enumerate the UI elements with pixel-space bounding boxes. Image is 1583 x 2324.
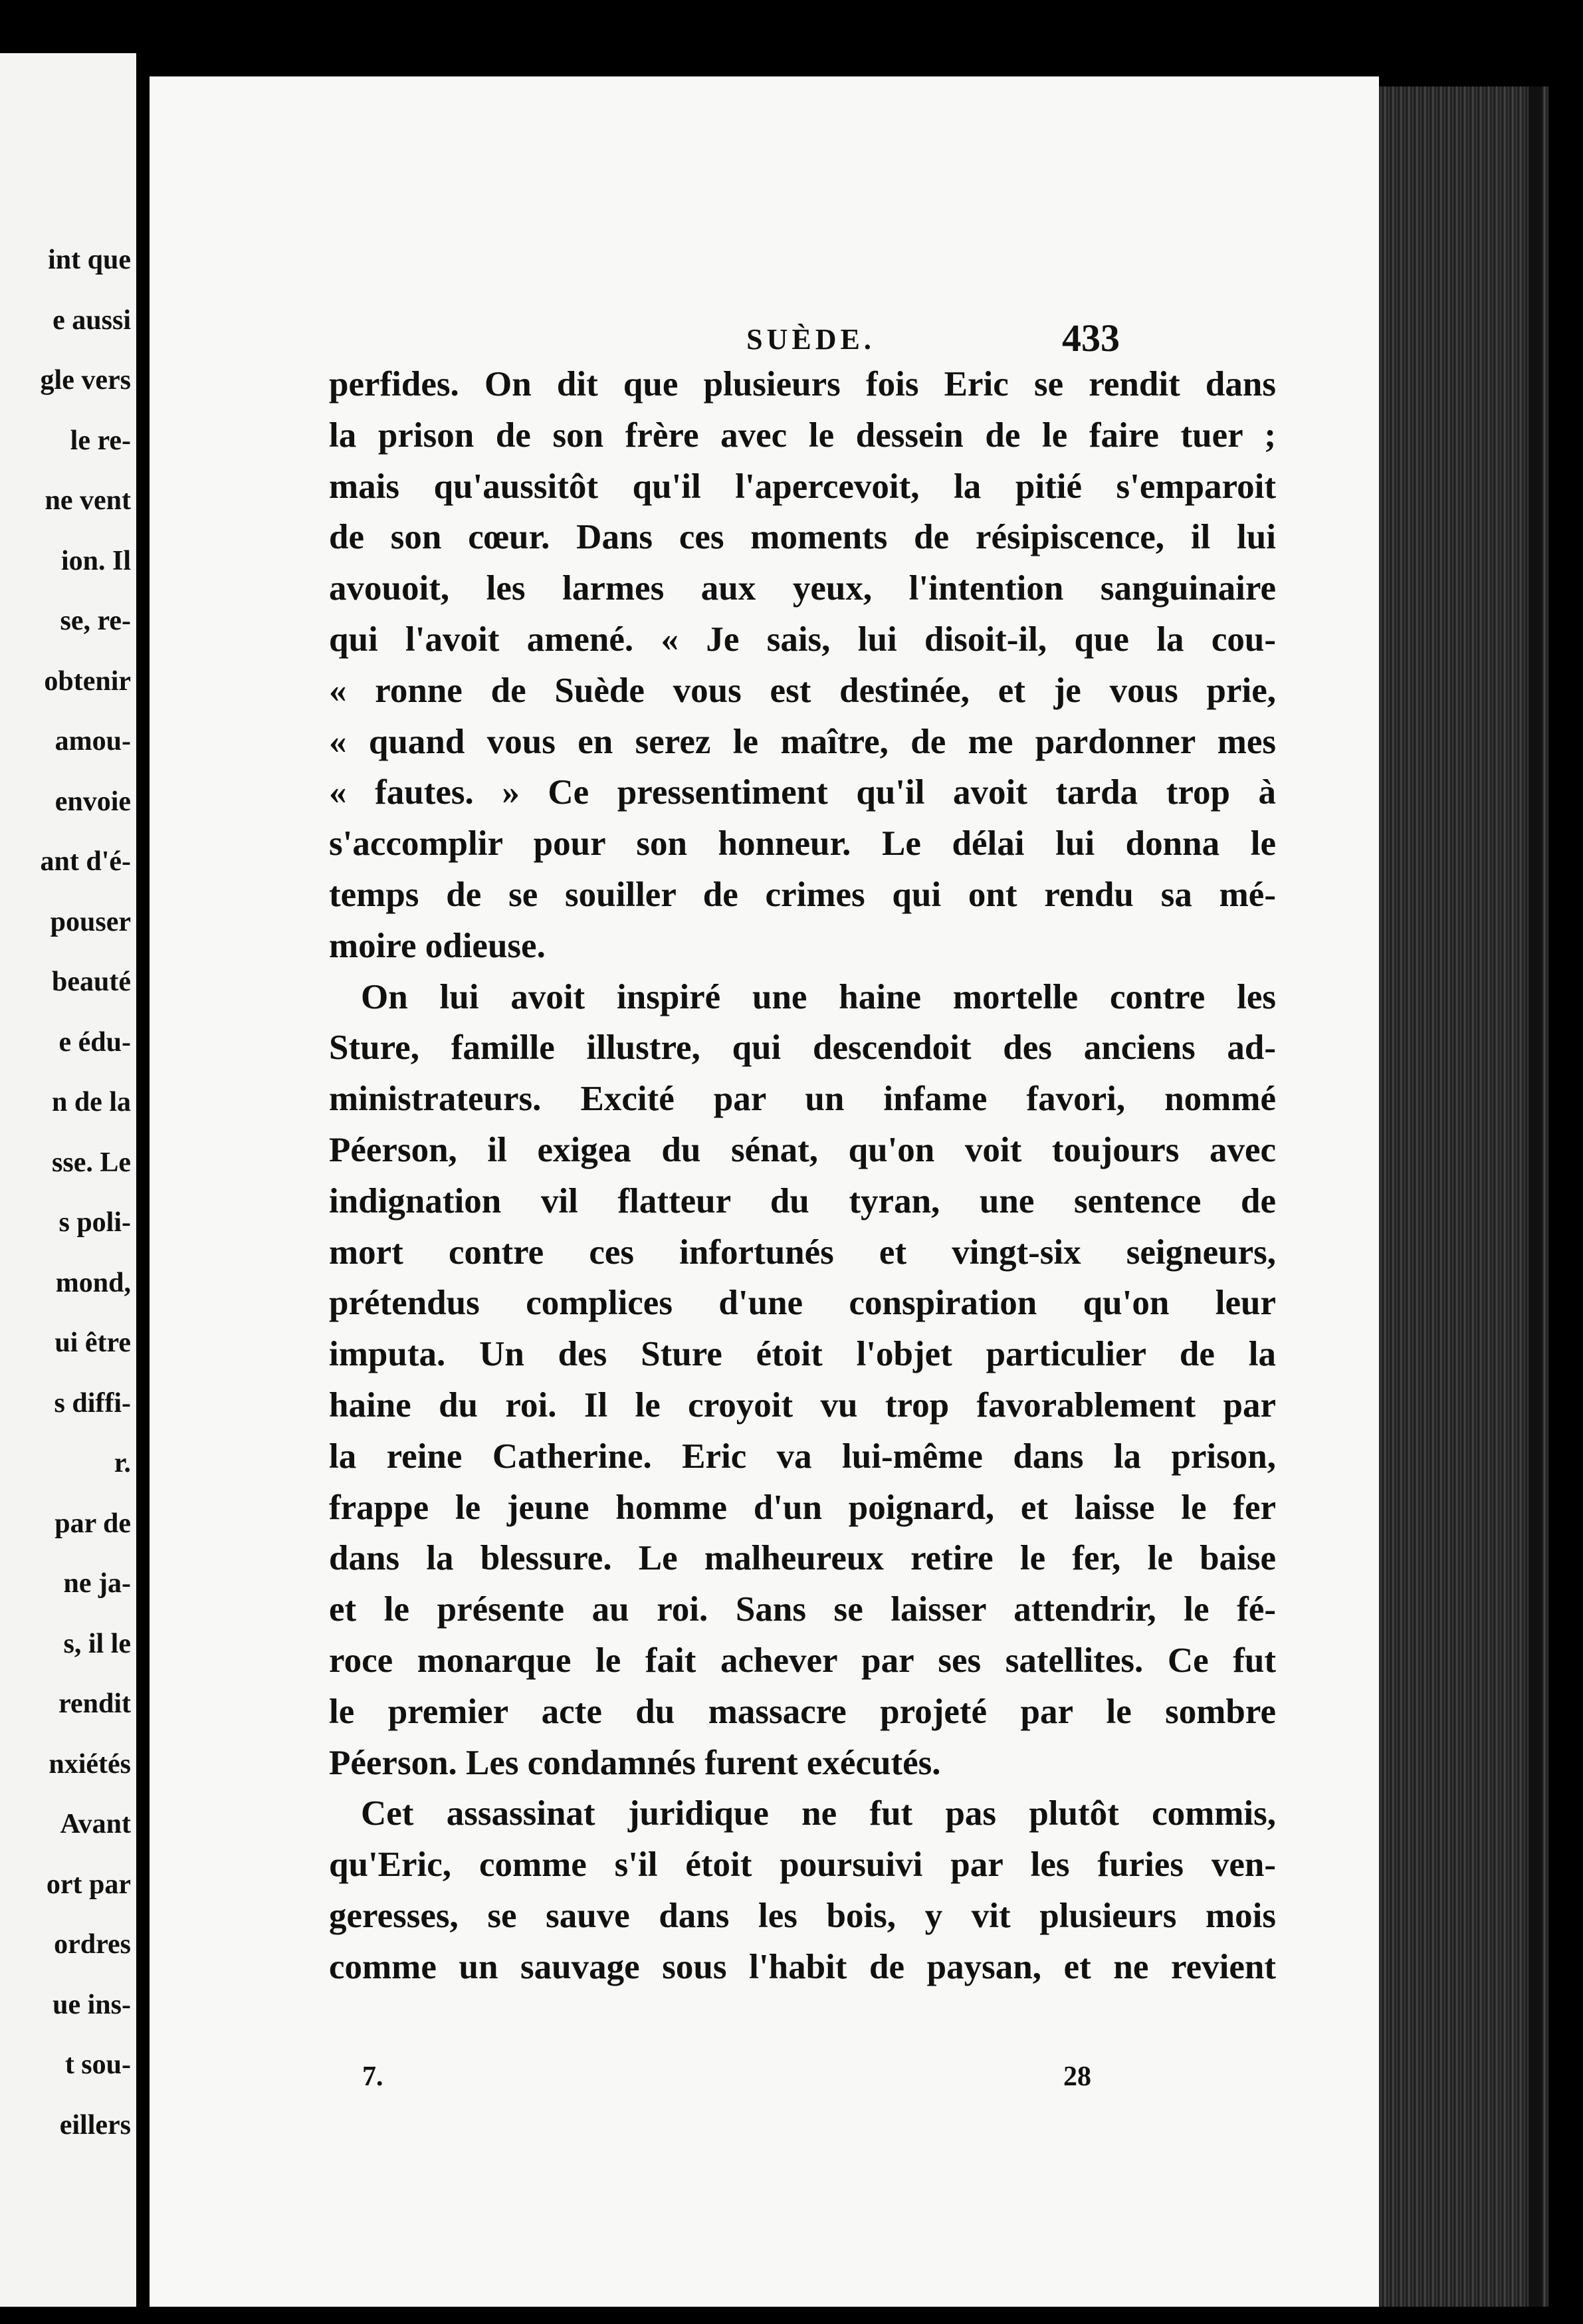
facing-page-line: int que: [48, 245, 131, 275]
facing-page-fragment: [0, 53, 136, 2307]
text-line: mort contre ces infortunés et vingt-six seigneurs,: [329, 1232, 1276, 1272]
facing-page-line: t sou-: [64, 2049, 131, 2080]
facing-page-line: beauté: [52, 967, 131, 997]
facing-page-line: le re-: [70, 425, 131, 456]
text-line: la reine Catherine. Eric va lui-même dans la prison,: [329, 1437, 1276, 1476]
page-number: 433: [1062, 316, 1120, 360]
facing-page-line: ort par: [46, 1869, 131, 1900]
text-line: qui l'avoit amené. « Je sais, lui disoit-il, que la cou-: [329, 620, 1276, 659]
facing-page-line: ne ja-: [63, 1568, 131, 1599]
body-text: [329, 359, 1276, 1993]
text-line: haine du roi. Il le croyoit vu trop favorablement par: [329, 1385, 1276, 1425]
facing-page-line: ion. Il: [60, 545, 131, 576]
text-line: frappe le jeune homme d'un poignard, et laisse le fer: [329, 1488, 1276, 1527]
text-line: geresses, se sauve dans les bois, y vit plusieurs mois: [329, 1896, 1276, 1935]
facing-page-line: gle vers: [40, 365, 131, 396]
text-line: le premier acte du massacre projeté par le sombre: [329, 1692, 1276, 1731]
text-line: « ronne de Suède vous est destinée, et je vous prie,: [329, 671, 1276, 710]
text-line: imputa. Un des Sture étoit l'objet particulier de la: [329, 1335, 1276, 1374]
facing-page-line: obtenir: [44, 665, 131, 697]
facing-page-line: ant d'é-: [40, 846, 131, 877]
facing-page-line: s poli-: [58, 1207, 131, 1238]
text-line: « quand vous en serez le maître, de me pardonner mes: [329, 722, 1276, 761]
text-line: perfides. On dit que plusieurs fois Eric se rendit dans: [329, 365, 1276, 404]
facing-page-line: rendit: [58, 1688, 131, 1719]
book-spine-shadow: [1529, 86, 1542, 2307]
text-line: comme un sauvage sous l'habit de paysan, et ne revient: [329, 1947, 1276, 1986]
facing-page-line: sse. Le: [52, 1147, 131, 1178]
text-line: « fautes. » Ce pressentiment qu'il avoit tarda trop à: [329, 773, 1276, 812]
facing-page-line: ue ins-: [53, 1989, 131, 2020]
facing-page-line: pouser: [50, 906, 131, 937]
facing-page-line: r.: [114, 1448, 131, 1478]
facing-page-line: eillers: [59, 2109, 131, 2141]
text-line: qu'Eric, comme s'il étoit poursuivi par les furies ven-: [329, 1845, 1276, 1885]
text-line: indignation vil flatteur du tyran, une sentence de: [329, 1181, 1276, 1220]
facing-page-line: Avant: [60, 1809, 131, 1839]
text-line: Sture, famille illustre, qui descendoit des anciens ad-: [329, 1028, 1276, 1068]
text-line: Péerson. Les condamnés furent exécutés.: [329, 1743, 941, 1782]
facing-page-line: envoie: [54, 786, 131, 817]
facing-page-line: e édu-: [58, 1026, 131, 1058]
facing-page-line: ui être: [54, 1328, 131, 1358]
facing-page-line: s diffi-: [54, 1387, 131, 1419]
running-head: SUÈDE.: [746, 323, 875, 356]
text-line: Péerson, il exigea du sénat, qu'on voit toujours avec: [329, 1130, 1276, 1169]
facing-page-line: mond,: [55, 1267, 131, 1298]
text-line: la prison de son frère avec le dessein de le faire tuer ;: [329, 415, 1276, 455]
text-line: prétendus complices d'une conspiration qu'on leur: [329, 1284, 1276, 1323]
text-line: On lui avoit inspiré une haine mortelle contre les: [361, 977, 1276, 1016]
facing-page-line: ne vent: [45, 485, 131, 516]
facing-page-line: ordres: [54, 1929, 131, 1960]
text-line: dans la blessure. Le malheureux retire le fer, le baise: [329, 1539, 1276, 1578]
text-line: mais qu'aussitôt qu'il l'apercevoit, la pitié s'emparoit: [329, 467, 1276, 506]
facing-page-line: n de la: [51, 1087, 131, 1117]
facing-page-line: nxiétés: [49, 1748, 131, 1780]
text-line: avouoit, les larmes aux yeux, l'intention sanguinaire: [329, 569, 1276, 608]
text-line: roce monarque le fait achever par ses satellites. Ce fut: [329, 1641, 1276, 1680]
text-line: moire odieuse.: [329, 926, 546, 965]
text-line: ministrateurs. Excité par un infame favori, nommé: [329, 1080, 1276, 1119]
facing-page-line: par de: [54, 1508, 131, 1539]
facing-page-line: s, il le: [63, 1628, 131, 1659]
book-page: [150, 76, 1379, 2307]
facing-page-line: amou-: [54, 726, 131, 756]
facing-page-line: e aussi: [53, 304, 131, 336]
text-line: Cet assassinat juridique ne fut pas plutôt commis,: [361, 1794, 1276, 1833]
text-line: temps de se souiller de crimes qui ont rendu sa mé-: [329, 875, 1276, 914]
facing-page-line: se, re-: [60, 606, 131, 636]
signature-mark: 7.: [362, 2061, 383, 2092]
text-line: et le présente au roi. Sans se laisser attendrir, le fé-: [329, 1590, 1276, 1629]
gathering-number: 28: [1063, 2061, 1091, 2092]
text-line: de son cœur. Dans ces moments de résipiscence, il lui: [329, 518, 1276, 557]
book-page-edges: [1379, 86, 1548, 2307]
text-line: s'accomplir pour son honneur. Le délai lui donna le: [329, 824, 1276, 864]
